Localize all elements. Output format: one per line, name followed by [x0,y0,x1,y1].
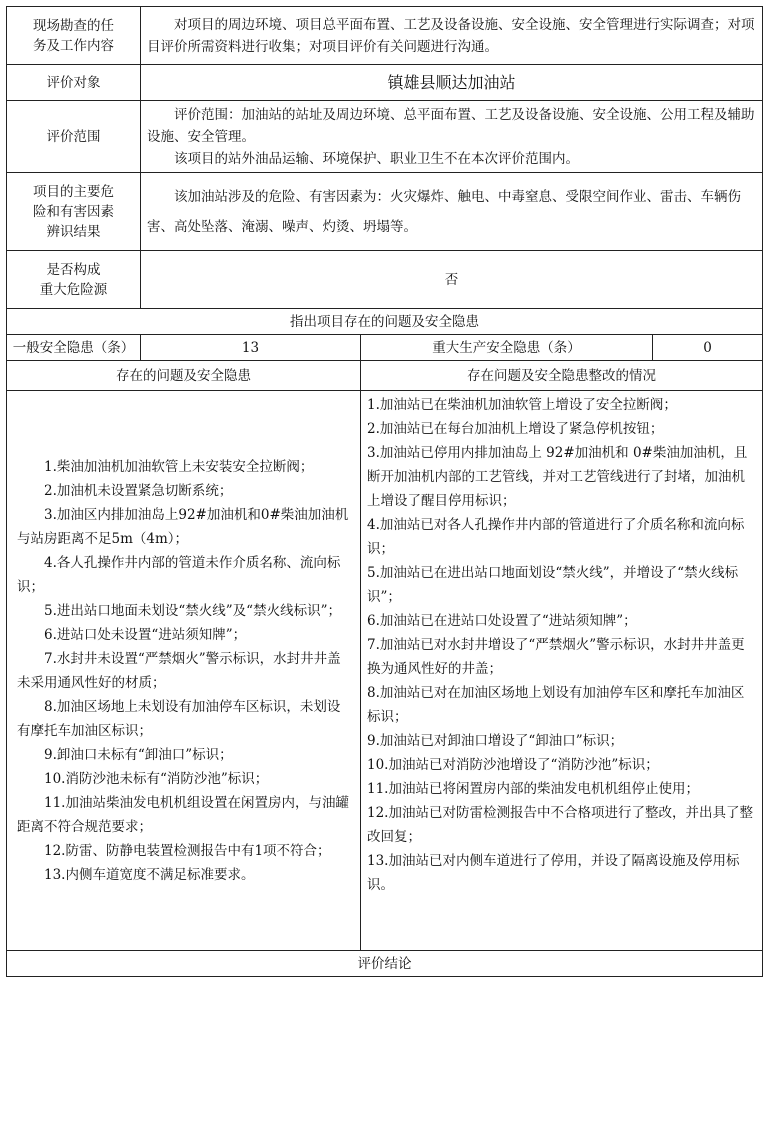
issue-item: 11.加油站柴油发电机机组设置在闲置房内，与油罐距离不符合规范要求； [17,794,349,835]
issue-item: 6.进站口处未设置“进站须知牌”； [44,626,247,643]
rectification-item: 10.加油站已对消防沙池增设了“消防沙池”标识； [367,757,659,773]
major-hazard-count-label: 重大生产安全隐患（条） [361,335,653,361]
issue-item: 8.加油区场地上未划设有加油停车区标识，未划设有摩托车加油区标识； [17,698,341,739]
conclusion-label: 评价结论 [7,951,763,977]
issue-item: 2.加油机未设置紧急切断系统； [44,482,233,499]
conclusion-row [7,951,763,977]
rectification-item: 6.加油站已在进站口处设置了“进站须知牌”； [367,613,637,629]
object-value: 镇雄县顺达加油站 [141,65,763,101]
issues-column-header: 存在的问题及安全隐患 [7,361,361,391]
rectification-item: 13.加油站已对内侧车道进行了停用，并设了隔离设施及停用标识。 [367,853,740,893]
rectification-item: 8.加油站已对在加油区场地上划设有加油停车区和摩托车加油区标识； [367,685,745,725]
issue-item: 1.柴油加油机加油软管上未安装安全拉断阀； [44,458,314,475]
range-row [7,101,763,173]
issue-item: 4.各人孔操作井内部的管道未作介质名称、流向标识； [17,554,341,595]
counts-row [7,335,763,361]
general-hazard-label: 一般安全隐患（条） [7,335,141,361]
task-content: 对项目的周边环境、项目总平面布置、工艺及设备设施、安全设施、安全管理进行实际调查；对项目评价所需资料进行收集；对项目评价有关问题进行沟通。 [141,7,763,65]
major-hazard-count: 0 [653,335,763,361]
general-hazard-count: 13 [141,335,361,361]
range-content: 评价范围：加油站的站址及周边环境、总平面布置、工艺及设备设施、安全设施、公用工程及辅助设施、安全管理。 该项目的站外油品运输、环境保护、职业卫生不在本次评价范围内。 [141,101,763,173]
rectification-item: 4.加油站已对各人孔操作井内部的管道进行了介质名称和流向标识； [367,517,745,557]
issues-title-row [7,309,763,335]
major-hazard-row [7,251,763,309]
task-label: 现场勘查的任 务及工作内容 [7,7,141,65]
rectification-item: 1.加油站已在柴油机加油软管上增设了安全拉断阀； [367,397,677,413]
object-label: 评价对象 [7,65,141,101]
rectification-item: 12.加油站已对防雷检测报告中不合格项进行了整改，并出具了整改回复； [367,805,753,845]
issue-item: 12.防雷、防静电装置检测报告中有1项不符合； [44,842,331,859]
evaluation-table [6,6,763,977]
issue-item: 10.消防沙池未标有“消防沙池”标识； [44,770,269,787]
hazards-content: 该加油站涉及的危险、有害因素为：火灾爆炸、触电、中毒窒息、受限空间作业、雷击、车辆伤害、高处坠落、淹溺、噪声、灼烫、坍塌等。 [141,173,763,251]
rectification-column-header: 存在问题及安全隐患整改的情况 [361,361,763,391]
major-hazard-label: 是否构成 重大危险源 [7,251,141,309]
issue-item: 3.加油区内排加油岛上92#加油机和0#柴油加油机与站房距离不足5m（4m）； [17,506,349,547]
hazards-label: 项目的主要危 险和有害因素 辨识结果 [7,173,141,251]
object-row [7,65,763,101]
evaluation-form [6,6,762,977]
rectification-item: 11.加油站已将闲置房内部的柴油发电机机组停止使用； [367,781,699,797]
range-label: 评价范围 [7,101,141,173]
rectification-list [361,391,763,951]
rectification-item: 5.加油站已在进出站口地面划设“禁火线”，并增设了“禁火线标识”； [367,565,739,605]
major-hazard-value: 否 [141,251,763,309]
issues-title: 指出项目存在的问题及安全隐患 [7,309,763,335]
rectification-item: 9.加油站已对卸油口增设了“卸油口”标识； [367,733,624,749]
issue-item: 7.水封井未设置“严禁烟火”警示标识，水封井井盖未采用通风性好的材质； [17,650,341,691]
rectification-item: 7.加油站已对水封井增设了“严禁烟火”警示标识，水封井井盖更换为通风性好的井盖； [367,637,745,677]
issue-item: 9.卸油口未标有“卸油口”标识； [44,746,233,763]
hazards-row [7,173,763,251]
issues-list [7,391,361,951]
rectification-item: 3.加油站已停用内排加油岛上 92#加油机和 0#柴油加油机，且断开加油机内部的工艺管线，并对工艺管线进行了封堵，加油机上增设了醒目停用标识； [367,445,748,509]
issue-item: 5.进出站口地面未划设“禁火线”及“禁火线标识”； [44,602,341,619]
task-row [7,7,763,65]
issues-detail-row [7,391,763,951]
issue-item: 13.内侧车道宽度不满足标准要求。 [44,866,255,883]
columns-header-row [7,361,763,391]
rectification-item: 2.加油站已在每台加油机上增设了紧急停机按钮； [367,421,664,437]
